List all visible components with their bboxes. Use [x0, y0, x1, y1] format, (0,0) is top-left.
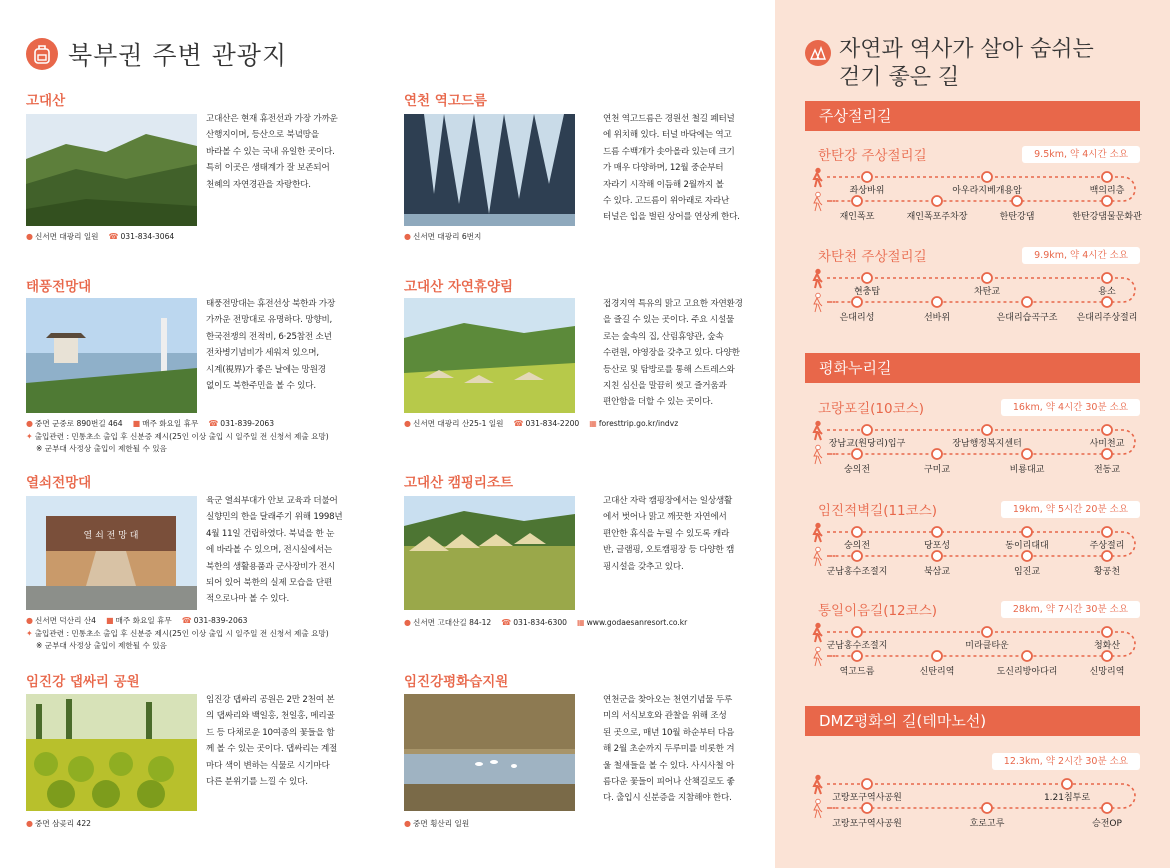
route-stop-marker: [932, 651, 942, 661]
spot-typhoon-observatory: [26, 275, 91, 293]
walker-outline-icon: [814, 445, 822, 464]
route-stop-marker: [982, 425, 992, 435]
spot-description: 태풍전망대는 휴전선상 북한과 가장 가까운 전망대로 유명하다. 망향비, 한국전쟁의 전적비, 6·25참전 소년 전차병기념비가 세워져 있으며, 시계(視界)가 좋은 날에는 망원경 없이도 북한주민을 볼 수 있다.: [206, 299, 336, 392]
route-stop-label: 사미천교: [1089, 439, 1125, 449]
route-stop-marker: [862, 172, 872, 182]
route-diagram: [805, 144, 1140, 234]
route-stop-marker: [852, 449, 862, 459]
route-stop-label: 백의리층: [1089, 186, 1125, 196]
typhoon-observatory-photo: [26, 298, 197, 413]
godaesan-photo: [26, 114, 197, 226]
spot-kochia-park: [26, 670, 140, 688]
route-stop-label: 숭의전: [843, 465, 871, 475]
route-stop-label: 숭의전: [843, 541, 871, 551]
route-name: 임진적벽길(11코스): [818, 503, 937, 519]
spot-description: 접경지역 특유의 맑고 고요한 자연환경 을 즐길 수 있는 곳이다. 주요 시설물 로는 숲속의 집, 산림휴양관, 숲속 수련원, 야영장을 갖추고 있다. 다양한 등산로 및 탐방로를 통해 스트레스와 지친 심신을 말끔히 씻고 즐거움과 편안함을 더할 수 있는 곳이다.: [603, 299, 743, 408]
route-stop-label: 당포성: [923, 541, 951, 551]
route-name: 통일이음길(12코스): [818, 603, 937, 619]
route-stop-marker: [1102, 449, 1112, 459]
route-stop-label: 한탄강댐: [999, 212, 1035, 222]
spot-title: 고대산: [26, 93, 66, 109]
walker-outline-icon: [814, 647, 822, 666]
route-stop-label: 전동교: [1093, 465, 1121, 475]
route-stop-label: 도신리방아다리: [996, 667, 1058, 677]
route-distance-badge: 28km, 약 7시간 30분 소요: [1001, 601, 1140, 618]
walker-icon: [814, 523, 822, 542]
route-distance-badge: 9.5km, 약 4시간 소요: [1022, 146, 1140, 163]
location-pin-icon: ●: [26, 616, 33, 625]
route-stop-marker: [862, 425, 872, 435]
walker-icon: [814, 168, 822, 187]
lock-icon: ■: [132, 419, 141, 428]
spot-description: 연천 역고드름은 경원선 철길 폐터널 에 위치해 있다. 터널 바닥에는 역고 드름 수백개가 솟아올라 있는데 크기 가 매우 다양하며, 12월 중순부터 자라기 시작해 이듬해 2월까지 볼 수 있다. 고드름이 위아래로 자라난 터널은 입을 벌린 상어를 연상케 한다.: [603, 114, 740, 223]
camping-photo: [404, 496, 575, 610]
spot-forest: [404, 275, 513, 293]
route-stop-marker: [852, 297, 862, 307]
spot-title: 임진강평화습지원: [404, 674, 509, 690]
route-stop-label: 역고드름: [839, 667, 875, 677]
section-bar-dmz: DMZ평화의 길(테마노선): [805, 706, 1140, 736]
route-diagram: [805, 397, 1140, 487]
route-stop-label: 재인폭포주차장: [906, 212, 968, 222]
route-stop-marker: [852, 527, 862, 537]
spot-camping: [404, 471, 513, 489]
route-stop-marker: [1102, 172, 1112, 182]
route-stop-marker: [1102, 527, 1112, 537]
route-stop-label: 차탄교: [973, 287, 1001, 297]
walker-icon: [814, 775, 822, 794]
route-stop-marker: [1102, 551, 1112, 561]
walker-icon: [814, 623, 822, 642]
spot-info: ● 중면 군중로 890번길 464 ■ 매주 화요일 휴무 ☎ 031-839-2063 ✦ 출입관련 : 민통초소 출입 후 신분증 제시(25인 이상 출입 시 일주일 전 신청서 제출 요망) ※ 군부대 사정상 출입이 제한될 수 있음: [26, 419, 329, 453]
route-stop-marker: [1022, 449, 1032, 459]
spot-wetland: [404, 670, 508, 688]
route-stop-label: 한탄강댐물문화관: [1072, 212, 1142, 222]
spot-info: ● 중면 삼곶리 422: [26, 819, 91, 828]
location-pin-icon: ●: [404, 618, 411, 627]
lock-icon: ■: [106, 616, 114, 625]
walker-icon: ✦: [26, 628, 33, 638]
route-stop-marker: [1102, 627, 1112, 637]
route-stop-marker: [1102, 425, 1112, 435]
walker-icon: [814, 269, 822, 288]
observatory-sign: 열 쇠 전 망 대: [83, 531, 139, 541]
route-stop-label: 임진교: [1013, 567, 1041, 577]
route-diagram: [805, 499, 1140, 589]
route-name: 차탄천 주상절리길: [818, 249, 927, 265]
route-stop-label: 장남교(원당리)입구: [828, 439, 906, 449]
spot-title: 임진강 댑싸리 공원: [26, 674, 140, 690]
spot-title: 고대산 자연휴양림: [404, 279, 514, 295]
route-stop-marker: [932, 196, 942, 206]
route-stop-marker: [1022, 651, 1032, 661]
route-stop-label: 구미교: [923, 465, 951, 475]
walker-outline-icon: [814, 799, 822, 818]
spot-info: ● 신서면 대광리 일원 ☎ 031-834-3064: [26, 232, 175, 241]
route-stop-label: 좌상바위: [849, 186, 885, 196]
route-stop-marker: [1022, 551, 1032, 561]
icicle-photo: [404, 114, 575, 226]
route-stop-marker: [852, 196, 862, 206]
spot-info: ● 중면 횡산리 일원: [404, 819, 470, 828]
route-stop-label: 고랑포구역사공원: [832, 819, 902, 829]
route-stop-label: 비룡대교: [1009, 465, 1045, 475]
route-name: 한탄강 주상절리길: [818, 148, 927, 164]
walker-outline-icon: [814, 293, 822, 312]
route-stop-marker: [1022, 527, 1032, 537]
route-stop-marker: [982, 803, 992, 813]
spot-title: 연천 역고드름: [404, 93, 487, 109]
route-stop-label: 신탄리역: [919, 667, 955, 677]
route-stop-label: 용소: [1098, 287, 1116, 297]
spot-title: 태풍전망대: [26, 279, 92, 295]
phone-icon: ☎: [181, 616, 192, 625]
route-stop-marker: [862, 803, 872, 813]
spot-icicle: [404, 89, 487, 107]
phone-icon: ☎: [208, 419, 219, 428]
route-stop-label: 청화산: [1093, 641, 1121, 651]
spot-key-observatory: [26, 471, 91, 489]
route-stop-label: 아우라지베개용암: [952, 186, 1022, 196]
route-stop-marker: [932, 297, 942, 307]
page-header: [26, 34, 287, 74]
route-stop-label: 은대리성: [839, 313, 875, 323]
route-stop-label: 선바위: [923, 313, 951, 323]
walker-icon: ✦: [26, 431, 33, 441]
walking-trails-header: [805, 36, 1094, 92]
route-stop-label: 신망리역: [1089, 667, 1125, 677]
backpack-icon: [26, 38, 58, 70]
route-distance-badge: 9.9km, 약 4시간 소요: [1022, 247, 1140, 264]
section-bar-jusangjeolli: 주상절리길: [805, 101, 1140, 131]
route-stop-marker: [1022, 297, 1032, 307]
spot-title: 열쇠전망대: [26, 475, 92, 491]
route-stop-marker: [862, 273, 872, 283]
route-stop-label: 미라클타운: [965, 641, 1009, 651]
key-observatory-photo: [26, 496, 197, 610]
website-link[interactable]: www.godaesanresort.co.kr: [586, 618, 688, 627]
route-stop-label: 은대리습곡구조: [996, 313, 1058, 323]
route-name: 고랑포길(10코스): [818, 401, 924, 417]
route-stop-marker: [1102, 651, 1112, 661]
route-stop-marker: [1102, 273, 1112, 283]
walking-trails-title: 자연과 역사가 살아 숨쉬는 걷기 좋은 길: [839, 37, 1094, 90]
route-stop-marker: [852, 551, 862, 561]
route-stop-label: 북삼교: [923, 567, 951, 577]
spot-info: ● 신서면 대광리 6번지: [404, 232, 482, 241]
spot-info: ● 신서면 고대산길 84-12 ☎ 031-834-6300 ▦ www.godaesanresort.co.kr: [404, 618, 688, 627]
route-stop-label: 주상절리: [1089, 541, 1125, 551]
spot-description: 연천군을 찾아오는 천연기념물 두루 미의 서식보호와 관찰을 위해 조성 된 곳으로, 매년 10월 하순부터 다음 해 2월 초순까지 두루미를 비롯한 겨 울 철새들을 볼 수 있다. 사시사철 아 름다운 꽃들이 피어나 산책길로도 좋 다. 출입시 신분증을 지참해야 한다.: [603, 695, 735, 804]
spot-description: 고대산은 현재 휴전선과 가장 가까운 산행지이며, 등산으로 북녘땅을 바라볼 수 있는 국내 유일한 곳이다. 특히 이곳은 생태계가 잘 보존되어 천혜의 자연경관을 자랑한다.: [206, 114, 338, 190]
route-stop-marker: [852, 627, 862, 637]
spot-godaesan: [26, 89, 65, 107]
website-link[interactable]: foresttrip.go.kr/indvz: [598, 419, 679, 428]
forest-photo: [404, 298, 575, 413]
mountain-icon: [805, 40, 831, 66]
walker-outline-icon: [814, 547, 822, 566]
location-pin-icon: ●: [26, 232, 33, 241]
route-distance-badge: 16km, 약 4시간 30분 소요: [1001, 399, 1140, 416]
phone-icon: ☎: [513, 419, 524, 428]
route-stop-label: 동이리대대: [1005, 541, 1049, 551]
phone-icon: ☎: [501, 618, 512, 627]
route-stop-marker: [862, 779, 872, 789]
spot-description: 임진강 댑싸리 공원은 2만 2천여 본 의 댑싸리와 백일홍, 천일홍, 메리골 드 등 다채로운 10여종의 꽃들을 함 께 볼 수 있는 곳이다. 댑싸리는 계절 마다 색이 변하는 식물로 시기마다 다른 분위기를 느낄 수 있다.: [206, 695, 338, 788]
route-stop-marker: [982, 273, 992, 283]
route-stop-label: 현충탑: [853, 287, 881, 297]
route-stop-label: 호로고루: [969, 819, 1005, 829]
phone-icon: ☎: [108, 232, 119, 241]
route-stop-marker: [1102, 803, 1112, 813]
walker-icon: [814, 421, 822, 440]
route-stop-label: 은대리주상절리: [1076, 313, 1138, 323]
route-stop-marker: [1062, 779, 1072, 789]
route-stop-label: 재인폭포: [839, 212, 875, 222]
route-stop-label: 장남행정복지센터: [952, 439, 1022, 449]
section-bar-pyeonghwa-nuri: 평화누리길: [805, 353, 1140, 383]
route-stop-marker: [982, 172, 992, 182]
kochia-park-photo: [26, 694, 197, 811]
route-stop-marker: [982, 627, 992, 637]
page-title: 북부권 주변 관광지: [68, 41, 288, 70]
route-diagram: [805, 751, 1140, 841]
route-stop-marker: [932, 449, 942, 459]
location-pin-icon: ●: [26, 819, 33, 828]
route-stop-label: 황공천: [1093, 567, 1121, 577]
route-stop-label: 군남홍수조절지: [826, 641, 888, 651]
route-stop-marker: [932, 527, 942, 537]
web-icon: ▦: [577, 618, 585, 627]
web-icon: ▦: [589, 419, 597, 428]
route-stop-marker: [932, 551, 942, 561]
route-stop-marker: [1012, 196, 1022, 206]
route-stop-label: 1.21침투로: [1043, 793, 1091, 803]
spot-description: 육군 열쇠부대가 안보 교육과 더불어 실향민의 한을 달래주기 위해 1998년 4월 11일 건립하였다. 북녘을 한 눈 에 바라볼 수 있으며, 전시실에서는 북한의 생활용품과 군사장비가 전시 되어 있어 북한의 실제 모습을 단편 적으로나마 볼 수 있다.: [206, 496, 343, 605]
location-pin-icon: ●: [404, 419, 411, 428]
route-stop-marker: [1102, 196, 1112, 206]
route-stop-label: 승전OP: [1092, 819, 1122, 829]
route-distance-badge: 19km, 약 5시간 20분 소요: [1001, 501, 1140, 518]
route-stop-label: 고랑포구역사공원: [832, 793, 902, 803]
route-stop-marker: [852, 651, 862, 661]
walker-outline-icon: [814, 192, 822, 211]
spot-description: 고대산 자락 캠핑장에서는 일상생활 에서 벗어나 맑고 깨끗한 자연에서 편안한 휴식을 누릴 수 있도록 캐라 반, 글램핑, 오토캠핑장 등 다양한 캠 핑시설을 갖추고 있다.: [603, 496, 735, 572]
wetland-photo: [404, 694, 575, 811]
route-stop-marker: [1102, 297, 1112, 307]
location-pin-icon: ●: [404, 819, 411, 828]
spot-info: ● 신서면 덕산리 산4 ■ 매주 화요일 휴무 ☎ 031-839-2063 ✦ 출입관련 : 민통초소 출입 후 신분증 제시(25인 이상 출입 시 일주일 전 신청서 제출 요망) ※ 군부대 사정상 출입이 제한될 수 있음: [26, 616, 329, 650]
location-pin-icon: ●: [404, 232, 411, 241]
spot-info: ● 신서면 대광리 산25-1 일원 ☎ 031-834-2200 ▦ foresttrip.go.kr/indvz: [404, 419, 679, 428]
spot-title: 고대산 캠핑리조트: [404, 475, 514, 491]
route-diagram: [805, 599, 1140, 689]
route-stop-label: 군남홍수조절지: [826, 567, 888, 577]
location-pin-icon: ●: [26, 419, 33, 428]
route-distance-badge: 12.3km, 약 2시간 30분 소요: [992, 753, 1140, 770]
route-diagram: [805, 245, 1140, 335]
